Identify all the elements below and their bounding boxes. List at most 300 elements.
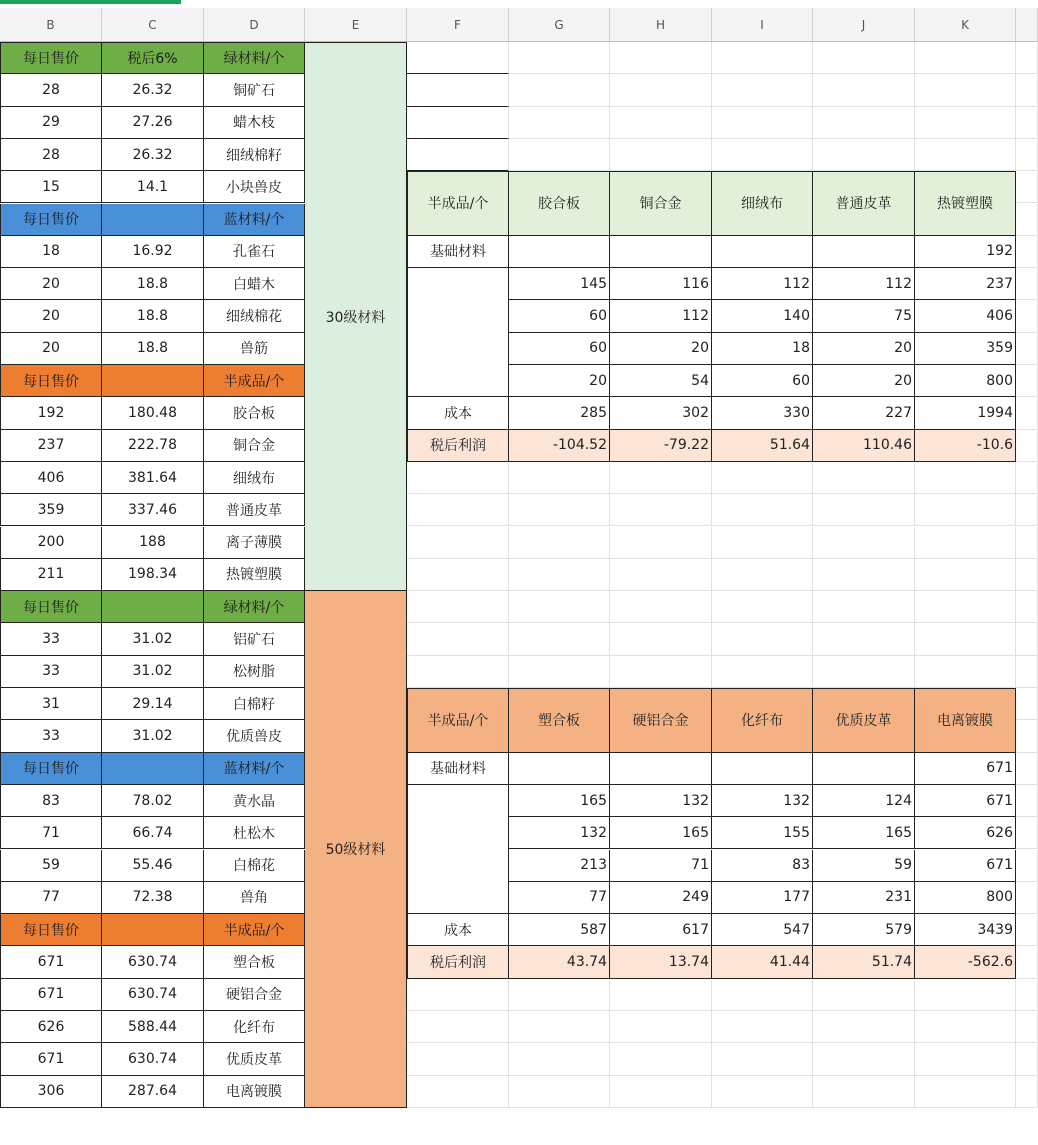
table30-ingredient-value[interactable]: 112 xyxy=(813,268,915,300)
empty-cell[interactable] xyxy=(509,979,610,1011)
cell-d-row-19[interactable]: 铝矿石 xyxy=(204,623,305,655)
cell-d-row-11[interactable]: 半成品/个 xyxy=(204,365,305,397)
cell-c-row-25[interactable]: 66.74 xyxy=(102,817,204,849)
cell-d-row-18[interactable]: 绿材料/个 xyxy=(204,591,305,623)
cell-b-row-15[interactable]: 359 xyxy=(0,494,102,526)
table30-ingredient-value[interactable]: 54 xyxy=(610,365,712,397)
table50-base-value[interactable]: 671 xyxy=(915,753,1016,785)
cell-d-row-20[interactable]: 松树脂 xyxy=(204,656,305,688)
cell-d-row-2[interactable]: 铜矿石 xyxy=(204,74,305,106)
cell-c-row-28[interactable] xyxy=(102,914,204,946)
empty-cell[interactable] xyxy=(915,1011,1016,1043)
empty-cell[interactable] xyxy=(813,656,915,688)
cell-c-row-8[interactable]: 18.8 xyxy=(102,268,204,300)
table30-ingredient-value[interactable]: 145 xyxy=(509,268,610,300)
table50-cost-value[interactable]: 547 xyxy=(712,914,813,946)
table50-header-0[interactable]: 半成品/个 xyxy=(407,688,509,753)
empty-cell[interactable] xyxy=(1016,42,1038,74)
cell-b-row-16[interactable]: 200 xyxy=(0,527,102,559)
table30-ingredient-value[interactable]: 140 xyxy=(712,300,813,332)
empty-cell[interactable] xyxy=(915,623,1016,655)
table50-ingredient-value[interactable]: 83 xyxy=(712,850,813,882)
table50-header-2[interactable]: 硬铝合金 xyxy=(610,688,712,753)
cell-d-row-6[interactable]: 蓝材料/个 xyxy=(204,204,305,236)
table50-ingredient-value[interactable]: 213 xyxy=(509,850,610,882)
cell-c-row-16[interactable]: 188 xyxy=(102,527,204,559)
table50-header-1[interactable]: 塑合板 xyxy=(509,688,610,753)
table30-ingredient-value[interactable]: 20 xyxy=(509,365,610,397)
table50-ingredient-value[interactable]: 165 xyxy=(610,817,712,849)
table30-profit-value[interactable]: -79.22 xyxy=(610,430,712,462)
cell-c-row-4[interactable]: 26.32 xyxy=(102,139,204,171)
empty-cell[interactable] xyxy=(915,656,1016,688)
cell-c-row-11[interactable] xyxy=(102,365,204,397)
empty-cell[interactable] xyxy=(407,107,509,139)
empty-cell[interactable] xyxy=(915,1076,1016,1108)
table30-ingredient-value[interactable]: 112 xyxy=(712,268,813,300)
empty-cell[interactable] xyxy=(407,559,509,591)
cell-b-row-20[interactable]: 33 xyxy=(0,656,102,688)
table30-profit-label[interactable]: 税后利润 xyxy=(407,430,509,462)
table30-base-label[interactable]: 基础材料 xyxy=(407,236,509,268)
table50-profit-value[interactable]: 41.44 xyxy=(712,946,813,978)
empty-cell[interactable] xyxy=(610,139,712,171)
cell-c-row-17[interactable]: 198.34 xyxy=(102,559,204,591)
cell-d-row-16[interactable]: 离子薄膜 xyxy=(204,527,305,559)
empty-cell[interactable] xyxy=(712,107,813,139)
cell-b-row-12[interactable]: 192 xyxy=(0,397,102,429)
cell-c-row-33[interactable]: 287.64 xyxy=(102,1076,204,1108)
empty-cell[interactable] xyxy=(915,527,1016,559)
table30-header-0[interactable]: 半成品/个 xyxy=(407,171,509,236)
empty-cell[interactable] xyxy=(407,1043,509,1075)
empty-cell[interactable] xyxy=(813,559,915,591)
empty-cell[interactable] xyxy=(610,1076,712,1108)
empty-cell[interactable] xyxy=(407,494,509,526)
empty-cell[interactable] xyxy=(813,494,915,526)
cell-c-row-2[interactable]: 26.32 xyxy=(102,74,204,106)
empty-cell[interactable] xyxy=(1016,850,1038,882)
empty-cell[interactable] xyxy=(1016,753,1038,785)
cell-b-row-11[interactable]: 每日售价 xyxy=(0,365,102,397)
empty-cell[interactable] xyxy=(813,1076,915,1108)
empty-cell[interactable] xyxy=(712,139,813,171)
cell-c-row-15[interactable]: 337.46 xyxy=(102,494,204,526)
cell-c-row-26[interactable]: 55.46 xyxy=(102,850,204,882)
empty-cell[interactable] xyxy=(1016,1076,1038,1108)
table50-ingredient-value[interactable]: 77 xyxy=(509,882,610,914)
cell-c-row-9[interactable]: 18.8 xyxy=(102,300,204,332)
empty-cell[interactable] xyxy=(610,623,712,655)
cell-b-row-25[interactable]: 71 xyxy=(0,817,102,849)
empty-cell[interactable] xyxy=(610,1011,712,1043)
empty-cell[interactable] xyxy=(1016,882,1038,914)
empty-cell[interactable] xyxy=(509,42,610,74)
table50-cost-value[interactable]: 587 xyxy=(509,914,610,946)
table30-ingredient-value[interactable]: 237 xyxy=(915,268,1016,300)
table30-ingredient-value[interactable]: 60 xyxy=(509,333,610,365)
empty-cell[interactable] xyxy=(712,623,813,655)
table30-cost-value[interactable]: 285 xyxy=(509,397,610,429)
table50-ingredient-value[interactable]: 626 xyxy=(915,817,1016,849)
table50-ingredient-value[interactable]: 132 xyxy=(509,817,610,849)
empty-cell[interactable] xyxy=(1016,333,1038,365)
cell-b-row-26[interactable]: 59 xyxy=(0,850,102,882)
table50-cost-value[interactable]: 579 xyxy=(813,914,915,946)
cell-b-row-32[interactable]: 671 xyxy=(0,1043,102,1075)
empty-cell[interactable] xyxy=(813,1011,915,1043)
cell-c-row-22[interactable]: 31.02 xyxy=(102,720,204,752)
cell-d-row-8[interactable]: 白蜡木 xyxy=(204,268,305,300)
empty-cell[interactable] xyxy=(1016,527,1038,559)
empty-cell[interactable] xyxy=(712,559,813,591)
cell-c-row-19[interactable]: 31.02 xyxy=(102,623,204,655)
empty-cell[interactable] xyxy=(610,74,712,106)
table30-base-value[interactable] xyxy=(712,236,813,268)
table50-profit-value[interactable]: 51.74 xyxy=(813,946,915,978)
cell-d-row-3[interactable]: 蜡木枝 xyxy=(204,107,305,139)
table50-ingredient-value[interactable]: 231 xyxy=(813,882,915,914)
cell-d-row-5[interactable]: 小块兽皮 xyxy=(204,171,305,203)
column-header-g[interactable]: G xyxy=(509,8,610,42)
empty-cell[interactable] xyxy=(407,74,509,106)
cell-d-row-26[interactable]: 白棉花 xyxy=(204,850,305,882)
empty-cell[interactable] xyxy=(1016,397,1038,429)
cell-b-row-30[interactable]: 671 xyxy=(0,979,102,1011)
empty-cell[interactable] xyxy=(1016,74,1038,106)
empty-cell[interactable] xyxy=(915,107,1016,139)
empty-cell[interactable] xyxy=(813,979,915,1011)
empty-cell[interactable] xyxy=(509,74,610,106)
empty-cell[interactable] xyxy=(1016,300,1038,332)
cell-d-row-32[interactable]: 优质皮革 xyxy=(204,1043,305,1075)
table30-ingredient-value[interactable]: 20 xyxy=(813,333,915,365)
empty-cell[interactable] xyxy=(1016,236,1038,268)
cell-b-row-33[interactable]: 306 xyxy=(0,1076,102,1108)
empty-cell[interactable] xyxy=(610,559,712,591)
table30-base-value[interactable] xyxy=(509,236,610,268)
empty-cell[interactable] xyxy=(509,527,610,559)
empty-cell[interactable] xyxy=(813,42,915,74)
empty-cell[interactable] xyxy=(1016,623,1038,655)
table30-cost-value[interactable]: 227 xyxy=(813,397,915,429)
table30-header-4[interactable]: 普通皮革 xyxy=(813,171,915,236)
table50-profit-value[interactable]: -562.6 xyxy=(915,946,1016,978)
table50-ingredient-value[interactable]: 165 xyxy=(509,785,610,817)
empty-cell[interactable] xyxy=(813,623,915,655)
cell-d-row-28[interactable]: 半成品/个 xyxy=(204,914,305,946)
cell-c-row-27[interactable]: 72.38 xyxy=(102,882,204,914)
table30-base-value[interactable] xyxy=(610,236,712,268)
cell-d-row-17[interactable]: 热镀塑膜 xyxy=(204,559,305,591)
cell-d-row-31[interactable]: 化纤布 xyxy=(204,1011,305,1043)
empty-cell[interactable] xyxy=(1016,494,1038,526)
empty-cell[interactable] xyxy=(407,623,509,655)
cell-b-row-9[interactable]: 20 xyxy=(0,300,102,332)
table30-cost-label[interactable]: 成本 xyxy=(407,397,509,429)
empty-cell[interactable] xyxy=(1016,656,1038,688)
cell-c-row-21[interactable]: 29.14 xyxy=(102,688,204,720)
empty-cell[interactable] xyxy=(407,42,509,74)
cell-b-row-6[interactable]: 每日售价 xyxy=(0,204,102,236)
table50-ingredient-value[interactable]: 59 xyxy=(813,850,915,882)
cell-d-row-13[interactable]: 铜合金 xyxy=(204,430,305,462)
table50-header-5[interactable]: 电离镀膜 xyxy=(915,688,1016,753)
table30-base-value[interactable] xyxy=(813,236,915,268)
empty-cell[interactable] xyxy=(509,623,610,655)
table30-header-2[interactable]: 铜合金 xyxy=(610,171,712,236)
cell-c-row-5[interactable]: 14.1 xyxy=(102,171,204,203)
empty-cell[interactable] xyxy=(1016,688,1038,720)
table30-ingredient-value[interactable]: 406 xyxy=(915,300,1016,332)
table50-base-label[interactable]: 基础材料 xyxy=(407,753,509,785)
cell-d-row-30[interactable]: 硬铝合金 xyxy=(204,979,305,1011)
table30-ingredient-value[interactable]: 800 xyxy=(915,365,1016,397)
cell-b-row-14[interactable]: 406 xyxy=(0,462,102,494)
empty-cell[interactable] xyxy=(915,42,1016,74)
empty-cell[interactable] xyxy=(509,462,610,494)
empty-cell[interactable] xyxy=(509,1011,610,1043)
empty-cell[interactable] xyxy=(610,462,712,494)
empty-cell[interactable] xyxy=(1016,107,1038,139)
cell-d-row-7[interactable]: 孔雀石 xyxy=(204,236,305,268)
cell-c-row-29[interactable]: 630.74 xyxy=(102,946,204,978)
empty-cell[interactable] xyxy=(712,656,813,688)
cell-c-row-13[interactable]: 222.78 xyxy=(102,430,204,462)
empty-cell[interactable] xyxy=(407,656,509,688)
cell-c-row-32[interactable]: 630.74 xyxy=(102,1043,204,1075)
table50-header-3[interactable]: 化纤布 xyxy=(712,688,813,753)
cell-b-row-10[interactable]: 20 xyxy=(0,333,102,365)
cell-d-row-27[interactable]: 兽角 xyxy=(204,882,305,914)
empty-cell[interactable] xyxy=(813,74,915,106)
cell-d-row-21[interactable]: 白棉籽 xyxy=(204,688,305,720)
cell-d-row-22[interactable]: 优质兽皮 xyxy=(204,720,305,752)
table30-ingredient-value[interactable]: 20 xyxy=(610,333,712,365)
empty-cell[interactable] xyxy=(1016,817,1038,849)
cell-d-row-10[interactable]: 兽筋 xyxy=(204,333,305,365)
table50-ingredient-value[interactable]: 671 xyxy=(915,850,1016,882)
empty-cell[interactable] xyxy=(1016,268,1038,300)
cell-b-row-4[interactable]: 28 xyxy=(0,139,102,171)
cell-d-row-4[interactable]: 细绒棉籽 xyxy=(204,139,305,171)
empty-cell[interactable] xyxy=(915,1043,1016,1075)
empty-cell[interactable] xyxy=(1016,1011,1038,1043)
table50-profit-value[interactable]: 43.74 xyxy=(509,946,610,978)
table30-header-5[interactable]: 热镀塑膜 xyxy=(915,171,1016,236)
table30-profit-value[interactable]: -104.52 xyxy=(509,430,610,462)
cell-b-row-31[interactable]: 626 xyxy=(0,1011,102,1043)
table30-header-3[interactable]: 细绒布 xyxy=(712,171,813,236)
table30-ingredient-value[interactable]: 18 xyxy=(712,333,813,365)
table30-cost-value[interactable]: 1994 xyxy=(915,397,1016,429)
cell-c-row-3[interactable]: 27.26 xyxy=(102,107,204,139)
empty-cell[interactable] xyxy=(509,494,610,526)
cell-b-row-27[interactable]: 77 xyxy=(0,882,102,914)
cell-d-row-24[interactable]: 黄水晶 xyxy=(204,785,305,817)
table30-cost-value[interactable]: 302 xyxy=(610,397,712,429)
column-header-f[interactable]: F xyxy=(407,8,509,42)
cell-b-row-7[interactable]: 18 xyxy=(0,236,102,268)
column-header-d[interactable]: D xyxy=(204,8,305,42)
table30-ingredient-value[interactable]: 112 xyxy=(610,300,712,332)
table50-ingredient-value[interactable]: 132 xyxy=(610,785,712,817)
table50-ingredient-value[interactable]: 800 xyxy=(915,882,1016,914)
empty-cell[interactable] xyxy=(1016,914,1038,946)
table50-cost-label[interactable]: 成本 xyxy=(407,914,509,946)
empty-cell[interactable] xyxy=(915,139,1016,171)
cell-d-row-15[interactable]: 普通皮革 xyxy=(204,494,305,526)
column-header-b[interactable]: B xyxy=(0,8,102,42)
cell-d-row-25[interactable]: 杜松木 xyxy=(204,817,305,849)
table50-profit-label[interactable]: 税后利润 xyxy=(407,946,509,978)
table50-cost-value[interactable]: 3439 xyxy=(915,914,1016,946)
empty-cell[interactable] xyxy=(509,591,610,623)
empty-cell[interactable] xyxy=(813,591,915,623)
empty-cell[interactable] xyxy=(813,139,915,171)
cell-c-row-6[interactable] xyxy=(102,204,204,236)
empty-cell[interactable] xyxy=(1016,139,1038,171)
table30-ingredient-value[interactable]: 359 xyxy=(915,333,1016,365)
table30-cost-value[interactable]: 330 xyxy=(712,397,813,429)
empty-cell[interactable] xyxy=(813,462,915,494)
cell-d-row-29[interactable]: 塑合板 xyxy=(204,946,305,978)
column-header-j[interactable]: J xyxy=(813,8,915,42)
table50-ingredient-value[interactable]: 177 xyxy=(712,882,813,914)
empty-cell[interactable] xyxy=(915,979,1016,1011)
cell-c-row-24[interactable]: 78.02 xyxy=(102,785,204,817)
column-header-k[interactable]: K xyxy=(915,8,1016,42)
empty-cell[interactable] xyxy=(610,591,712,623)
table50-ingredient-value[interactable]: 155 xyxy=(712,817,813,849)
cell-b-row-8[interactable]: 20 xyxy=(0,268,102,300)
empty-cell[interactable] xyxy=(712,462,813,494)
empty-cell[interactable] xyxy=(915,74,1016,106)
cell-b-row-2[interactable]: 28 xyxy=(0,74,102,106)
table50-base-value[interactable] xyxy=(712,753,813,785)
empty-cell[interactable] xyxy=(407,591,509,623)
cell-b-row-18[interactable]: 每日售价 xyxy=(0,591,102,623)
cell-c-row-14[interactable]: 381.64 xyxy=(102,462,204,494)
cell-d-row-9[interactable]: 细绒棉花 xyxy=(204,300,305,332)
table50-header-4[interactable]: 优质皮革 xyxy=(813,688,915,753)
table30-ingredient-value[interactable]: 60 xyxy=(509,300,610,332)
cell-c-row-31[interactable]: 588.44 xyxy=(102,1011,204,1043)
table50-ingredient-value[interactable]: 71 xyxy=(610,850,712,882)
empty-cell[interactable] xyxy=(712,1011,813,1043)
empty-cell[interactable] xyxy=(915,591,1016,623)
empty-cell[interactable] xyxy=(407,1011,509,1043)
empty-cell[interactable] xyxy=(610,979,712,1011)
empty-cell[interactable] xyxy=(712,1076,813,1108)
cell-c-row-23[interactable] xyxy=(102,753,204,785)
cell-d-row-33[interactable]: 电离镀膜 xyxy=(204,1076,305,1108)
cell-b-row-24[interactable]: 83 xyxy=(0,785,102,817)
table30-ingredient-value[interactable]: 116 xyxy=(610,268,712,300)
table30-base-value[interactable]: 192 xyxy=(915,236,1016,268)
empty-cell[interactable] xyxy=(712,42,813,74)
empty-cell[interactable] xyxy=(407,979,509,1011)
empty-cell[interactable] xyxy=(813,1043,915,1075)
empty-cell[interactable] xyxy=(610,42,712,74)
table30-ingredient-value[interactable]: 75 xyxy=(813,300,915,332)
cell-c-row-20[interactable]: 31.02 xyxy=(102,656,204,688)
cell-b-row-17[interactable]: 211 xyxy=(0,559,102,591)
cell-b-row-1[interactable]: 每日售价 xyxy=(0,42,102,74)
empty-cell[interactable] xyxy=(1016,559,1038,591)
empty-cell[interactable] xyxy=(1016,720,1038,752)
table50-profit-value[interactable]: 13.74 xyxy=(610,946,712,978)
table50-ingredient-value[interactable]: 132 xyxy=(712,785,813,817)
column-header-c[interactable]: C xyxy=(102,8,204,42)
empty-cell[interactable] xyxy=(509,139,610,171)
empty-cell[interactable] xyxy=(1016,204,1038,236)
cell-c-row-10[interactable]: 18.8 xyxy=(102,333,204,365)
empty-cell[interactable] xyxy=(1016,365,1038,397)
empty-cell[interactable] xyxy=(407,527,509,559)
empty-cell[interactable] xyxy=(610,656,712,688)
empty-cell[interactable] xyxy=(712,527,813,559)
empty-cell[interactable] xyxy=(1016,785,1038,817)
table30-ingredient-value[interactable]: 60 xyxy=(712,365,813,397)
empty-cell[interactable] xyxy=(813,107,915,139)
empty-cell[interactable] xyxy=(509,559,610,591)
table50-ingredient-value[interactable]: 124 xyxy=(813,785,915,817)
cell-c-row-18[interactable] xyxy=(102,591,204,623)
table50-base-value[interactable] xyxy=(509,753,610,785)
cell-b-row-22[interactable]: 33 xyxy=(0,720,102,752)
empty-cell[interactable] xyxy=(610,527,712,559)
empty-cell[interactable] xyxy=(712,494,813,526)
cell-c-row-7[interactable]: 16.92 xyxy=(102,236,204,268)
column-header-h[interactable]: H xyxy=(610,8,712,42)
cell-b-row-28[interactable]: 每日售价 xyxy=(0,914,102,946)
table50-ingredient-value[interactable]: 165 xyxy=(813,817,915,849)
table50-base-value[interactable] xyxy=(610,753,712,785)
table30-ingredients-label[interactable] xyxy=(407,268,509,397)
empty-cell[interactable] xyxy=(915,494,1016,526)
table30-header-1[interactable]: 胶合板 xyxy=(509,171,610,236)
table30-profit-value[interactable]: 110.46 xyxy=(813,430,915,462)
empty-cell[interactable] xyxy=(1016,430,1038,462)
empty-cell[interactable] xyxy=(712,74,813,106)
empty-cell[interactable] xyxy=(1016,462,1038,494)
empty-cell[interactable] xyxy=(1016,946,1038,978)
cell-b-row-3[interactable]: 29 xyxy=(0,107,102,139)
cell-b-row-19[interactable]: 33 xyxy=(0,623,102,655)
empty-cell[interactable] xyxy=(407,139,509,171)
cell-b-row-29[interactable]: 671 xyxy=(0,946,102,978)
table30-profit-value[interactable]: -10.6 xyxy=(915,430,1016,462)
empty-cell[interactable] xyxy=(712,979,813,1011)
empty-cell[interactable] xyxy=(1016,979,1038,1011)
empty-cell[interactable] xyxy=(813,527,915,559)
cell-d-row-1[interactable]: 绿材料/个 xyxy=(204,42,305,74)
empty-cell[interactable] xyxy=(610,494,712,526)
cell-c-row-12[interactable]: 180.48 xyxy=(102,397,204,429)
cell-d-row-14[interactable]: 细绒布 xyxy=(204,462,305,494)
table50-ingredients-label[interactable] xyxy=(407,785,509,914)
empty-cell[interactable] xyxy=(610,107,712,139)
empty-cell[interactable] xyxy=(610,1043,712,1075)
column-header-e[interactable]: E xyxy=(305,8,407,42)
cell-d-row-12[interactable]: 胶合板 xyxy=(204,397,305,429)
empty-cell[interactable] xyxy=(712,1043,813,1075)
empty-cell[interactable] xyxy=(915,462,1016,494)
empty-cell[interactable] xyxy=(1016,591,1038,623)
empty-cell[interactable] xyxy=(509,1043,610,1075)
table50-cost-value[interactable]: 617 xyxy=(610,914,712,946)
